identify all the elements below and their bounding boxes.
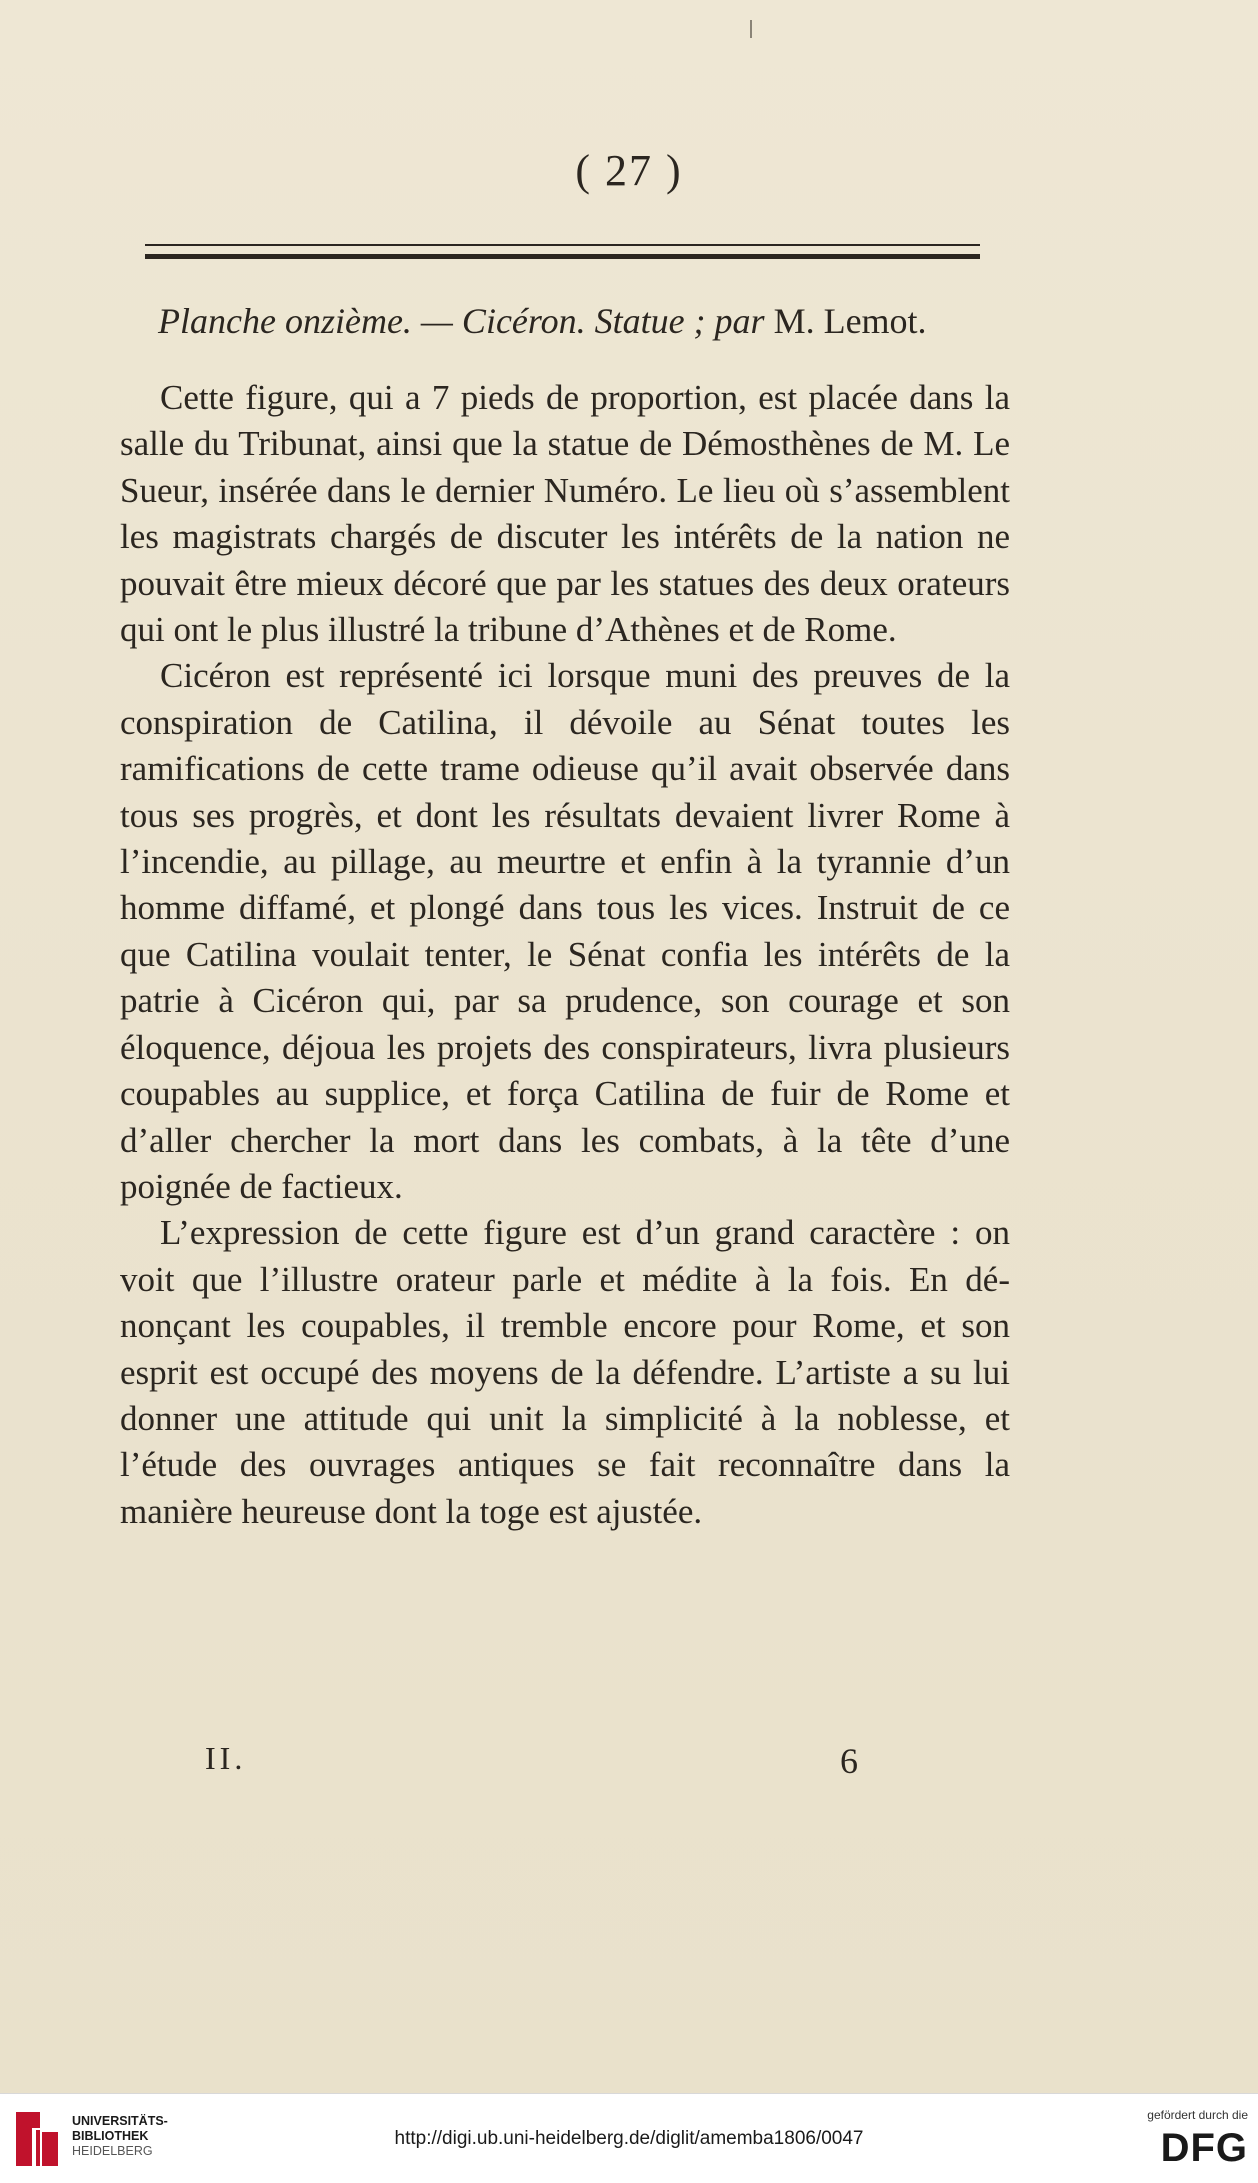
paragraph-2: Cicéron est représenté ici lorsque muni des preuves de la conspiration de Catilina, il dévoile au Sénat toutes les ramifications de cette trame odieuse qu’il avait observée dans tous ses progrès, et dont les résultats devaient livrer Rome à l’incendie, au pillage, au meurtre et enfin à la tyrannie d’un homme diffamé, et plongé dans tous les vices. Instruit de ce que Catilina voulait tenter, le Sénat confia les intérêts de la patrie à Cicéron qui, par sa prudence, son courage et son éloquence, déjoua les projets des conspirateurs, livra plusieurs coupables au supplice, et força Catilina de fuir de Rome et d’aller chercher la mort dans les combats, à la tête d’une poignée de factieux. — [120, 656, 1010, 1206]
library-name-line2: BIBLIOTHEK — [72, 2129, 149, 2143]
header-rule-thick — [145, 254, 980, 259]
header-rule-thin — [145, 244, 980, 246]
scan-mark — [750, 20, 752, 38]
paragraph-1: Cette figure, qui a 7 pieds de proportion, est placée dans la salle du Tribunat, ainsi que la statue de Démosthènes de M. Le Sueur, insérée dans le dernier Numéro. Le lieu où s’assemblent les magistrats chargés de discuter les intérêts de la nation ne pouvait être mieux décoré que par les statues des deux orateurs qui ont le plus illustré la tribune d’Athènes et de Rome. — [120, 378, 1010, 650]
signature-number: 6 — [840, 1741, 858, 1781]
library-name-line1: UNIVERSITÄTS- — [72, 2114, 168, 2128]
page-number: ( 27 ) — [575, 146, 683, 195]
plate-heading-italic: Planche onzième. — Cicéron. Statue ; par — [158, 301, 765, 341]
funding-note: gefördert durch die — [1147, 2108, 1248, 2122]
plate-heading — [158, 300, 998, 342]
library-name-line3: HEIDELBERG — [72, 2144, 153, 2158]
body-text — [120, 375, 1010, 1535]
permalink-url[interactable]: http://digi.ub.uni-heidelberg.de/diglit/amemba1806/0047 — [394, 2128, 864, 2149]
paragraph-3: L’expression de cette figure est d’un grand caractère : on voit que l’illustre orateur parle et médite à la fois. En dénonçant les coupables, il tremble encore pour Rome, et son esprit est occupé des moyens de la défendre. L’artiste a su lui donner une attitude qui unit la simplicité à la noblesse, et l’étude des ouvrages antiques se fait reconnaître dans la manière heureuse dont la toge est ajustée. — [120, 1213, 1010, 1531]
dfg-logo: DFG — [1160, 2126, 1248, 2170]
digitization-footer — [0, 2093, 1258, 2183]
plate-heading-author: M. Lemot. — [764, 301, 927, 341]
signature-mark: II. — [205, 1740, 247, 1776]
